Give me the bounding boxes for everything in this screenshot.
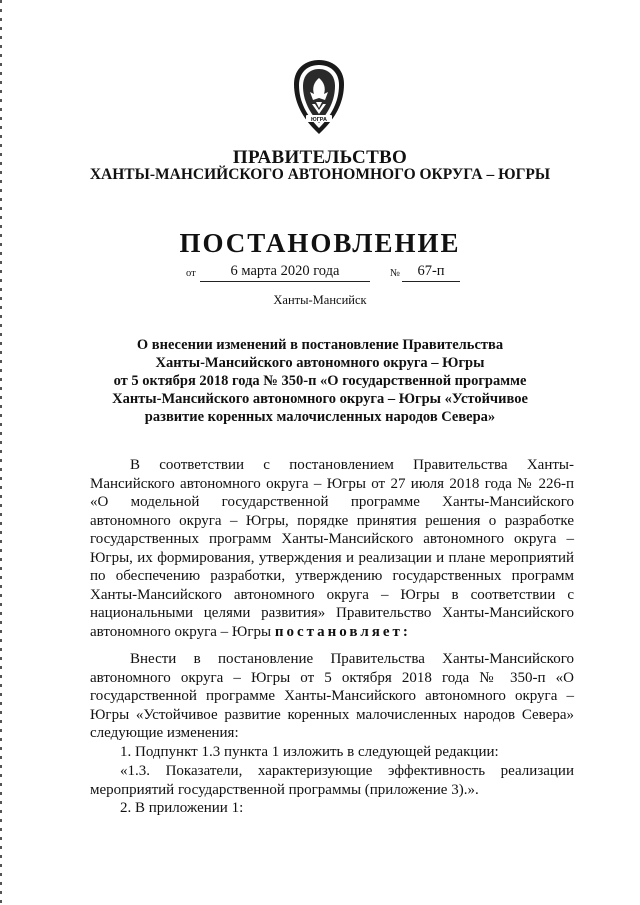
decree-date: 6 марта 2020 года (200, 263, 370, 282)
government-title: ПРАВИТЕЛЬСТВО (232, 147, 408, 168)
decree-subject (90, 336, 550, 426)
item-1: 1. Подпункт 1.3 пункта 1 изложить в следующей редакции: (120, 744, 499, 760)
subject-line: от 5 октября 2018 года № 350-п «О государственной программе (113, 373, 527, 389)
government-subtitle: ХАНТЫ-МАНСИЙСКОГО АВТОНОМНОГО ОКРУГА – ЮГРЫ (89, 166, 551, 183)
preamble-text: В соответствии с постановлением Правительства Ханты-Мансийского автономного округа – Югры от 27 июля 2018 года № 226-п «О модельной государственной программе Ханты-Мансийского автономного округа – Югры, порядке принятия решения о разработке государственных программ Ханты-Мансийского автономного округа – Югры, их формирования, утверждения и реализации и плане мероприятий по обеспечению разработки, утверждению государственных программ Ханты-Мансийского автономного округа – Югры в соответствии с национальными целями развития» Правительство Ханты-Мансийского автономного округа – Югры (90, 457, 574, 640)
subject-line: О внесении изменений в постановление Правительства (136, 337, 504, 353)
coat-of-arms-emblem (288, 58, 350, 138)
item-2: 2. В приложении 1: (120, 800, 244, 816)
preamble-paragraph (90, 456, 574, 641)
number-label: № (390, 268, 401, 279)
decree-title: ПОСТАНОВЛЕНИЕ (179, 228, 461, 258)
amendment-paragraph: Внести в постановление Правительства Ханты-Мансийского автономного округа – Югры от 5 октября 2018 года № 350-п «О государственной программе Ханты-Мансийского автономного округа – Югры «Устойчивое развитие коренных малочисленных народов Севера» следующие изменения: (90, 651, 574, 741)
subject-line: Ханты-Мансийского автономного округа – Югры (155, 355, 485, 371)
scan-edge-mark (0, 0, 2, 905)
emblem-text: ЮГРА (311, 117, 327, 123)
subject-line: Ханты-Мансийского автономного округа – Югры «Устойчивое (112, 391, 528, 407)
item-1-quote: «1.3. Показатели, характеризующие эффективность реализации мероприятий государственной программы (приложение 3).». (90, 763, 574, 798)
resolves-word: постановляет: (274, 623, 411, 640)
decree-number: 67-п (402, 263, 460, 282)
decree-city: Ханты-Мансийск (273, 293, 367, 307)
subject-line: развитие коренных малочисленных народов Севера» (144, 409, 496, 425)
from-label: от (186, 268, 196, 279)
decree-date-row (0, 263, 640, 285)
